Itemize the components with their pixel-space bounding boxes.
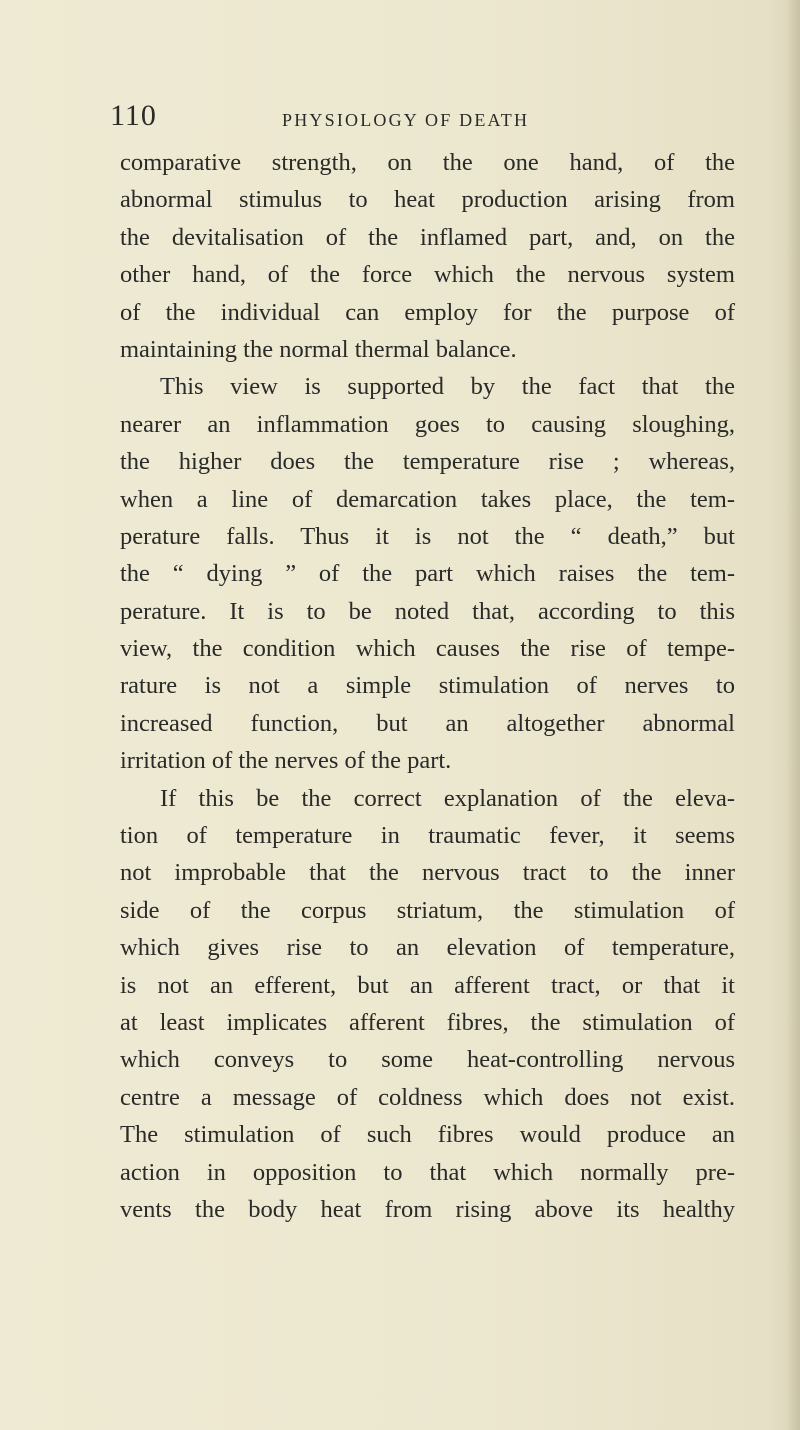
text-line: at least implicates afferent fibres, the stimulation of [120, 1008, 735, 1036]
page-number: 110 [110, 99, 157, 132]
text-line: rature is not a simple stimulation of nerves to [120, 672, 735, 700]
text-line: which gives rise to an elevation of temperature, [120, 934, 735, 962]
text-line: vents the body heat from rising above its healthy [120, 1195, 735, 1223]
text-line: side of the corpus striatum, the stimulation of [120, 896, 735, 924]
text-line: increased function, but an altogether abnormal [120, 709, 735, 737]
text-line: centre a message of coldness which does not exist. [120, 1083, 735, 1111]
text-line: tion of temperature in traumatic fever, it seems [120, 822, 735, 850]
text-line: of the individual can employ for the purpose of [120, 298, 735, 326]
text-line: perature. It is to be noted that, according to this [120, 597, 735, 625]
page-edge-shadow [786, 0, 800, 1430]
text-line: maintaining the normal thermal balance. [120, 335, 517, 363]
text-line: view, the condition which causes the rise of tempe- [120, 635, 735, 663]
text-line: the devitalisation of the inflamed part, and, on the [120, 223, 735, 251]
text-line: when a line of demarcation takes place, the tem- [120, 485, 735, 513]
text-line: If this be the correct explanation of the eleva- [160, 784, 735, 812]
text-line: other hand, of the force which the nervous system [120, 261, 735, 289]
text-line: perature falls. Thus it is not the “ death,” but [120, 522, 735, 550]
body-text [120, 144, 735, 1228]
text-line: comparative strength, on the one hand, of the [120, 149, 735, 176]
text-line: is not an efferent, but an afferent tract, or that it [120, 971, 735, 999]
running-title: PHYSIOLOGY OF DEATH [282, 110, 530, 130]
text-line: the higher does the temperature rise ; whereas, [120, 448, 735, 476]
text-line: This view is supported by the fact that the [160, 373, 735, 401]
text-line: abnormal stimulus to heat production arising from [120, 186, 735, 214]
text-line: not improbable that the nervous tract to the inner [120, 859, 735, 887]
text-line: action in opposition to that which normally pre- [120, 1158, 735, 1186]
text-line: nearer an inflammation goes to causing sloughing, [120, 410, 735, 438]
text-line: irritation of the nerves of the part. [120, 747, 452, 775]
page-header [0, 94, 800, 138]
text-line: The stimulation of such fibres would produce an [120, 1121, 735, 1149]
text-line: the “ dying ” of the part which raises the tem- [120, 560, 735, 588]
text-line: which conveys to some heat-controlling nervous [120, 1046, 735, 1074]
